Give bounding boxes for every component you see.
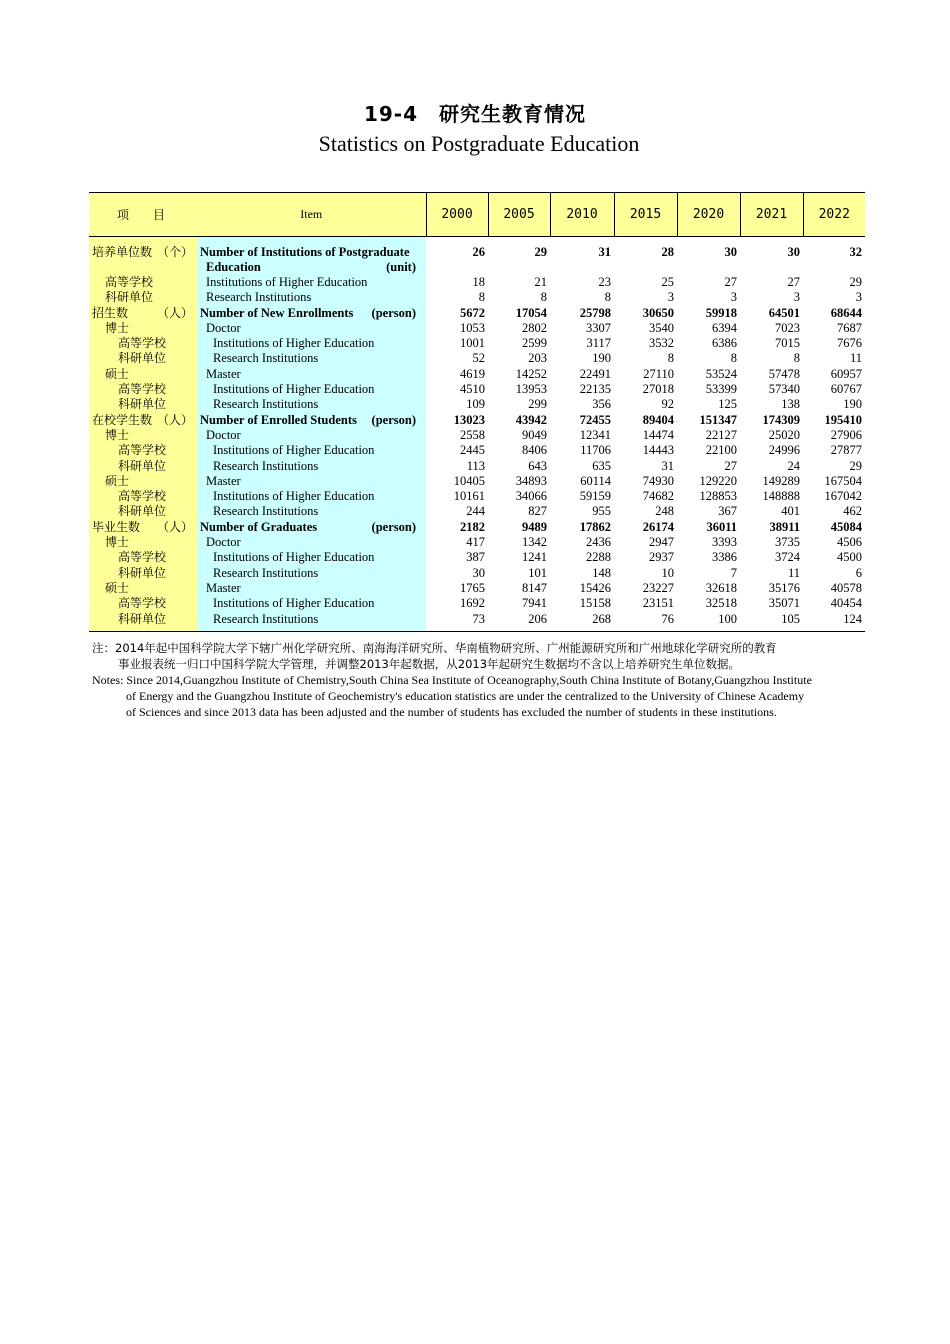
row-label-en [197,520,426,535]
row-value: 23 [598,275,611,289]
row-value: 27906 [830,427,862,442]
note-cn-line: 事业报表统一归口中国科学院大学管理，并调整2013年起数据，从2013年起研究生数据均不含以上培养研究生单位数据。 [118,657,741,671]
header-year: 2022 [803,193,865,237]
row-value: 59159 [579,489,611,504]
row-value: 89404 [642,412,674,427]
row-label-cn: 科研单位 [89,612,197,632]
row-label-cn: 科研单位 [89,351,197,366]
row-value: 27877 [830,443,862,458]
row-value: 8 [604,290,611,305]
row-value: 64501 [768,305,800,320]
row-value: 11 [787,565,800,580]
table-row [89,612,865,632]
table-row [89,413,865,428]
row-value: 3532 [649,336,674,351]
row-label-en: Research Institutions [197,504,426,519]
row-value: 6386 [712,336,737,351]
row-label-en: Institutions of Higher Education [197,489,426,504]
row-value: 3 [855,290,862,305]
row-value: 2947 [649,535,674,550]
row-label-en: Doctor [197,428,426,443]
row-value: 244 [466,504,485,519]
row-label-en [197,413,426,428]
row-value: 14252 [515,366,547,381]
table-row [89,397,865,412]
row-value: 23151 [642,596,674,611]
row-value: 35071 [768,596,800,611]
row-value: 124 [803,612,865,632]
row-value: 92 [661,397,674,412]
row-value: 22135 [579,382,611,397]
row-value: 12341 [579,427,611,442]
table-row [89,443,865,458]
row-value: 3724 [775,550,800,565]
row-value: 30650 [642,305,674,320]
row-value: 401 [781,504,800,519]
row-value: 28 [661,245,674,259]
row-value: 148888 [762,489,800,504]
row-value: 6 [855,565,862,580]
row-label-en: Master [197,581,426,596]
row-value: 27018 [642,382,674,397]
row-value: 29 [849,275,862,289]
row-value: 4500 [837,550,862,565]
row-value: 129220 [699,473,737,488]
row-value: 2599 [522,336,547,351]
table-row [89,489,865,504]
row-value: 53524 [705,366,737,381]
row-value: 128853 [699,489,737,504]
row-value: 9049 [522,427,547,442]
row-value: 30 [787,245,800,259]
row-value: 4619 [460,366,485,381]
row-value: 1001 [460,336,485,351]
row-value: 8147 [522,580,547,595]
table-row [89,535,865,550]
row-value: 59918 [705,305,737,320]
row-value: 3 [793,290,800,305]
row-label-en: Doctor [197,321,426,336]
row-value: 2182 [460,519,485,534]
row-label-cn: 高等学校 [89,443,197,458]
row-value: 1765 [460,580,485,595]
row-value: 167042 [824,489,862,504]
row-label-cn [89,520,197,535]
row-value: 113 [466,458,485,473]
row-value: 36011 [706,519,737,534]
row-label-en: Institutions of Higher Education [197,275,426,290]
page-title-en: Statistics on Postgraduate Education [318,131,640,156]
row-value: 206 [488,612,550,632]
row-value: 167504 [824,473,862,488]
row-value: 21 [534,275,547,289]
note-cn-line: 注：2014年起中国科学院大学下辖广州化学研究所、南海海洋研究所、华南植物研究所、广州能源研究所和广州地球化学研究所的教育 [92,641,777,655]
row-value: 3117 [586,336,611,351]
row-value: 57340 [768,382,800,397]
row-label-en: Research Institutions [197,612,426,632]
row-value: 148 [592,565,611,580]
row-value: 53399 [705,382,737,397]
row-value: 22100 [705,443,737,458]
row-value: 827 [528,504,547,519]
row-value: 3 [667,290,674,305]
row-value: 26 [472,245,485,259]
row-unit-en: (person) [371,519,416,534]
row-value: 13023 [453,412,485,427]
row-value: 8 [793,351,800,366]
row-label-en: Research Institutions [197,566,426,581]
row-value: 30 [472,565,485,580]
row-value: 2288 [586,550,611,565]
header-item-en: Item [197,193,426,237]
row-value: 3540 [649,320,674,335]
row-value: 72455 [579,412,611,427]
row-value: 3735 [775,535,800,550]
row-value: 125 [718,397,737,412]
row-value: 24 [787,458,800,473]
row-value: 195410 [824,412,862,427]
row-value: 73 [426,612,488,632]
row-label-cn: 科研单位 [89,397,197,412]
header-year: 2010 [550,193,614,237]
row-value: 2558 [460,427,485,442]
row-label-cn: 高等学校 [89,275,197,290]
header-year: 2015 [614,193,677,237]
row-value: 9489 [522,519,547,534]
row-label-cn [89,413,197,428]
row-value: 60957 [830,366,862,381]
table-row [89,596,865,611]
row-label-cn: 高等学校 [89,550,197,565]
row-value: 14443 [642,443,674,458]
row-value: 2802 [522,320,547,335]
row-value: 17054 [515,305,547,320]
row-value: 40578 [830,580,862,595]
row-value: 34893 [515,473,547,488]
row-value: 2436 [586,535,611,550]
note-cn [92,640,862,672]
row-value: 4506 [837,535,862,550]
table-row [89,566,865,581]
row-label-en: Master [197,474,426,489]
row-value: 25 [661,275,674,289]
table-row [89,550,865,565]
row-value: 268 [550,612,614,632]
row-value: 8 [540,290,547,305]
row-value: 151347 [699,412,737,427]
row-value: 1342 [522,535,547,550]
row-value: 60767 [830,382,862,397]
row-label-en-text: Number of Graduates [200,519,318,534]
row-value: 367 [718,504,737,519]
header-item-cn: 项 目 [89,193,197,237]
row-value: 76 [614,612,677,632]
row-value: 955 [592,504,611,519]
row-label-cn: 硕士 [89,367,197,382]
row-unit-cn: （人） [156,519,193,534]
row-value: 29 [534,245,547,259]
table-body [89,237,865,632]
row-value: 40454 [830,596,862,611]
table-row [89,321,865,336]
row-label-cn: 科研单位 [89,566,197,581]
row-value: 15158 [579,596,611,611]
row-value: 387 [466,550,485,565]
row-value: 10 [661,565,674,580]
row-value: 14474 [642,427,674,442]
row-label-cn: 硕士 [89,581,197,596]
row-value: 22127 [705,427,737,442]
table-row [89,504,865,519]
row-label-cn-text: 招生数 [92,305,129,320]
header-year: 2021 [740,193,803,237]
row-label-cn: 博士 [89,535,197,550]
row-label-cn: 高等学校 [89,489,197,504]
row-value: 38911 [769,519,800,534]
row-value: 190 [843,397,862,412]
row-label-cn-text: 培养单位数 [92,245,153,259]
row-value: 3386 [712,550,737,565]
row-label-en: Research Institutions [197,290,426,305]
row-value: 1241 [522,550,547,565]
row-value: 7687 [837,320,862,335]
row-value: 10161 [453,489,485,504]
row-value: 149289 [762,473,800,488]
page-title-cn: 19-4 研究生教育情况 [363,102,587,126]
row-value: 7023 [775,320,800,335]
table-row [89,237,865,276]
row-label-en: Institutions of Higher Education [197,382,426,397]
footnotes [92,640,862,720]
row-label-cn: 高等学校 [89,382,197,397]
row-value: 4510 [460,382,485,397]
row-label-cn-text: 毕业生数 [92,519,141,534]
row-label-en-text: Number of Institutions of Postgraduate [200,245,410,259]
row-value: 3307 [586,320,611,335]
table-row [89,474,865,489]
row-value: 2445 [460,443,485,458]
row-unit-cn: （人） [156,305,193,320]
row-value: 2937 [649,550,674,565]
row-value: 74682 [642,489,674,504]
row-value: 22491 [579,366,611,381]
row-value: 356 [592,397,611,412]
row-value: 100 [677,612,740,632]
table-row [89,581,865,596]
row-label-cn: 硕士 [89,474,197,489]
row-value: 32618 [705,580,737,595]
table-row [89,520,865,535]
row-value: 248 [655,504,674,519]
row-value: 27 [724,275,737,289]
row-label-cn: 高等学校 [89,336,197,351]
row-value: 635 [592,458,611,473]
row-value: 17862 [579,519,611,534]
row-unit-cn: （人） [156,412,193,427]
header-year: 2005 [488,193,550,237]
row-value: 8 [478,290,485,305]
row-label-en-text: Number of New Enrollments [200,305,354,320]
row-label-en [197,306,426,321]
row-label-cn-text: 在校学生数 [92,412,153,427]
row-unit-en: (unit) [386,260,416,274]
row-value: 11706 [580,443,611,458]
row-value: 25798 [579,305,611,320]
row-value: 27 [724,458,737,473]
row-value: 8 [730,351,737,366]
row-value: 32 [849,245,862,259]
table-row [89,336,865,351]
row-value: 27110 [643,366,674,381]
row-value: 138 [781,397,800,412]
table-row [89,351,865,366]
row-value: 101 [528,565,547,580]
row-value: 7 [730,565,737,580]
row-label-en-text: Number of Enrolled Students [200,412,357,427]
row-value: 109 [466,397,485,412]
row-value: 417 [466,535,485,550]
row-value: 11 [849,351,862,366]
header-year: 2020 [677,193,740,237]
row-label-en: Institutions of Higher Education [197,550,426,565]
row-value: 3393 [712,535,737,550]
row-value: 29 [849,458,862,473]
statistics-table [89,192,865,632]
row-label-en: Research Institutions [197,459,426,474]
row-value: 643 [528,458,547,473]
row-unit-en: (person) [371,305,416,320]
row-label-cn: 高等学校 [89,596,197,611]
row-label-cn [89,306,197,321]
row-value: 26174 [642,519,674,534]
row-value: 60114 [580,473,611,488]
row-value: 174309 [762,412,800,427]
row-value: 7676 [837,336,862,351]
table-row [89,306,865,321]
row-value: 27 [787,275,800,289]
note-en-line: of Energy and the Guangzhou Institute of Geochemistry's education statistics are under the centralized to the University of Chinese Academy [126,689,805,703]
row-label-en: Institutions of Higher Education [197,596,426,611]
row-value: 68644 [830,305,862,320]
row-value: 299 [528,397,547,412]
table-row [89,290,865,305]
row-value: 203 [528,351,547,366]
row-value: 7015 [775,336,800,351]
row-label-en: Institutions of Higher Education [197,443,426,458]
row-label-en-text: Education [206,260,261,274]
row-value: 7941 [522,596,547,611]
row-label-cn: 科研单位 [89,290,197,305]
row-label-en [197,237,426,276]
row-label-en: Institutions of Higher Education [197,336,426,351]
row-value: 13953 [515,382,547,397]
table-row [89,428,865,443]
row-label-cn: 科研单位 [89,504,197,519]
row-value: 45084 [830,519,862,534]
row-label-cn: 科研单位 [89,459,197,474]
row-unit-en: (person) [371,412,416,427]
row-value: 1053 [460,320,485,335]
row-value: 74930 [642,473,674,488]
table-header-row [89,193,865,237]
row-value: 25020 [768,427,800,442]
table-row [89,382,865,397]
note-en [92,672,862,720]
row-value: 34066 [515,489,547,504]
row-value: 57478 [768,366,800,381]
row-value: 24996 [768,443,800,458]
row-label-en: Research Institutions [197,351,426,366]
row-unit-cn: （个） [156,245,193,259]
row-value: 18 [472,275,485,289]
row-label-cn: 博士 [89,428,197,443]
row-label-en: Research Institutions [197,397,426,412]
table-row [89,367,865,382]
table-row [89,459,865,474]
row-value: 23227 [642,580,674,595]
row-value: 52 [472,351,485,366]
note-en-line: of Sciences and since 2013 data has been adjusted and the number of students has excluded the number of students in these institutions. [126,705,777,719]
row-label-cn: 博士 [89,321,197,336]
row-value: 10405 [453,473,485,488]
row-value: 8 [667,351,674,366]
row-value: 30 [724,245,737,259]
row-value: 43942 [515,412,547,427]
row-value: 8406 [522,443,547,458]
header-year: 2000 [426,193,488,237]
row-value: 462 [843,504,862,519]
row-value: 190 [592,351,611,366]
row-label-en: Master [197,367,426,382]
row-value: 31 [598,245,611,259]
row-label-cn [89,237,197,276]
row-value: 5672 [460,305,485,320]
row-value: 31 [661,458,674,473]
row-value: 15426 [579,580,611,595]
row-label-en: Doctor [197,535,426,550]
row-value: 3 [730,290,737,305]
row-value: 6394 [712,320,737,335]
row-value: 105 [740,612,803,632]
note-en-line: Notes: Since 2014,Guangzhou Institute of Chemistry,South China Sea Institute of Oceanography,South China Institute of Botany,Guangzhou Institute [92,673,812,687]
row-value: 35176 [768,580,800,595]
row-value: 1692 [460,596,485,611]
table-row [89,275,865,290]
row-value: 32518 [705,596,737,611]
